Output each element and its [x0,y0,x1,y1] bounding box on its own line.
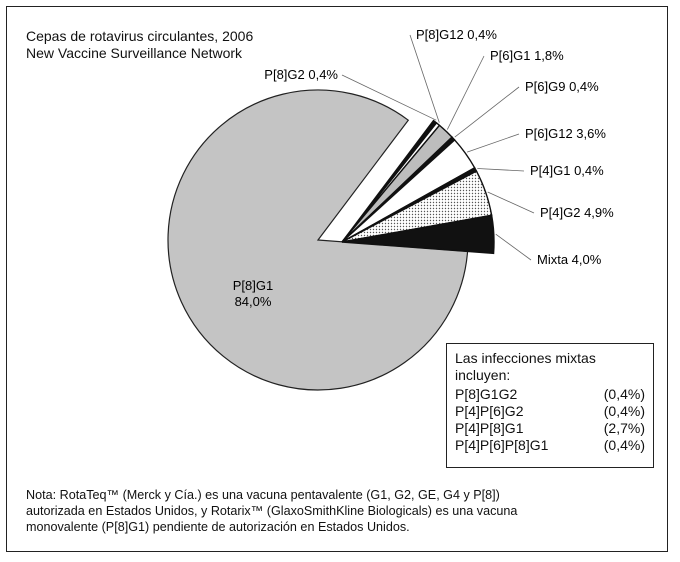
mixed-row [455,437,645,454]
leader-line-p-4-g1 [477,169,524,172]
mixed-heading-line-2: incluyen: [455,367,511,383]
mixed-heading-line-1: Las infecciones mixtas [455,350,596,366]
slice-label-mixta: Mixta 4,0% [537,252,602,267]
slice-label-p-6-g9: P[6]G9 0,4% [525,79,599,94]
footnote-line-1: Nota: RotaTeq™ (Merck y Cía.) es una vacuna pentavalente (G1, G2, GE, G4 y P[8]) [26,488,500,502]
slice-label-p-6-g1: P[6]G1 1,8% [490,48,564,63]
slice-label-p-4-g1: P[4]G1 0,4% [530,163,604,178]
mixed-row-pct: (0,4%) [603,386,645,402]
mixed-row [455,386,645,403]
mixed-row [455,420,645,437]
footnote [26,487,626,535]
mixed-row-name: P[4]P[6]P[8]G1 [455,437,549,453]
slice-label-p-8-g2: P[8]G2 0,4% [264,67,338,82]
title-line-2: New Vaccine Surveillance Network [26,45,243,61]
mixed-row-name: P[4]P[8]G1 [455,420,524,436]
title-line-1: Cepas de rotavirus circulantes, 2006 [26,28,254,44]
mixed-infections-heading [455,350,645,384]
leader-line-p-4-g2 [488,192,534,213]
footnote-line-3: monovalente (P[8]G1) pendiente de autorización en Estados Unidos. [26,520,410,534]
leader-line-mixta [496,234,531,260]
mixed-row-name: P[4]P[6]G2 [455,403,524,419]
mixed-infections-box [446,343,654,468]
mixed-row-pct: (2,7%) [603,420,645,436]
leader-line-p-6-g12 [467,134,519,152]
slice-label-p-6-g12: P[6]G12 3,6% [525,126,606,141]
slice-label-p-8-g12: P[8]G12 0,4% [416,27,497,42]
mixed-row-pct: (0,4%) [603,403,645,419]
mixed-row-pct: (0,4%) [603,437,645,453]
footnote-line-2: autorizada en Estados Unidos, y Rotarix™ (GlaxoSmithKline Biologicals) es una vacuna [26,504,518,518]
slice-label-p-4-g2: P[4]G2 4,9% [540,205,614,220]
mixed-row [455,403,645,420]
slice-pct-p-8-g1: 84,0% [234,294,272,309]
slice-label-p-8-g1: P[8]G1 [232,278,274,293]
mixed-row-name: P[8]G1G2 [455,386,518,402]
